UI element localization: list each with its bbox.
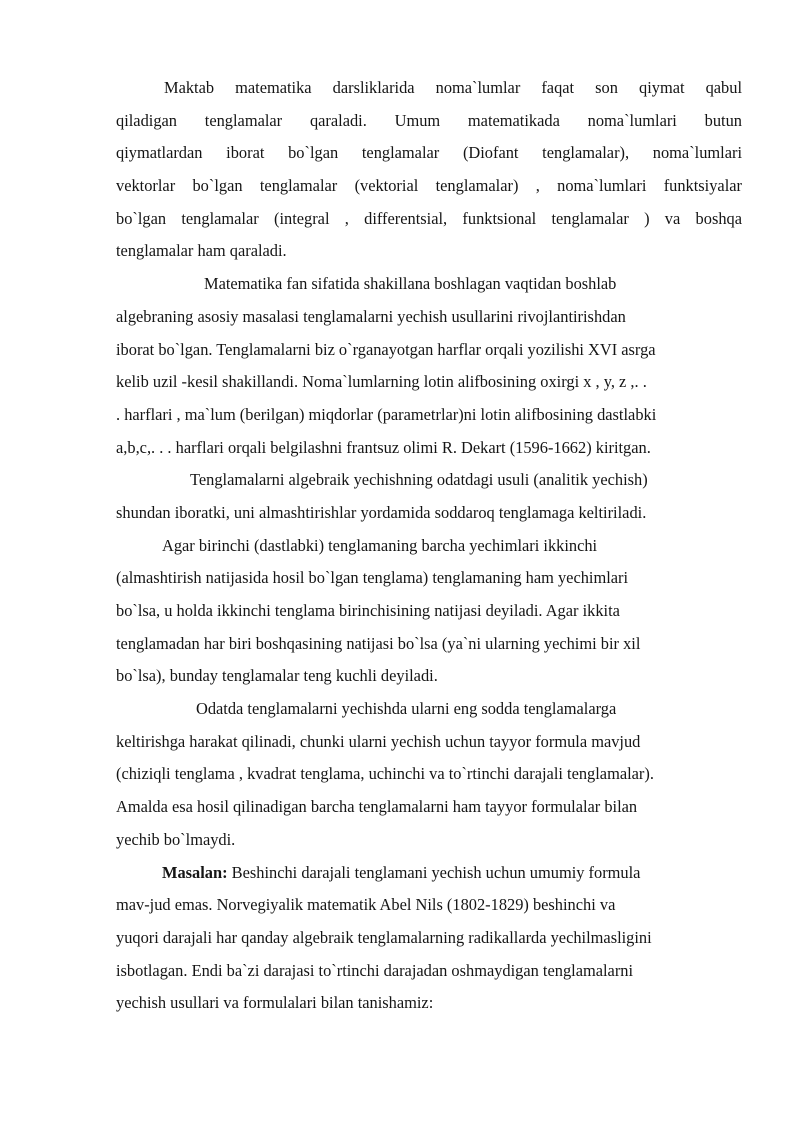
text-line: shundan iboratki, uni almashtirishlar yordamida soddaroq tenglamaga keltiriladi. — [116, 502, 647, 522]
bold-lead: Masalan: — [162, 862, 228, 882]
paragraph-1 — [116, 72, 742, 268]
text-line: qiymatlardan iborat bo`lgan tenglamalar (Diofant tenglamalar), noma`lumlari — [116, 143, 742, 163]
text-line: bo`lsa), bunday tenglamalar teng kuchli deyiladi. — [116, 666, 438, 686]
paragraph-4 — [116, 530, 742, 693]
text-run: Beshinchi darajali tenglamani yechish uchun umumiy formula — [227, 862, 641, 882]
document-page — [116, 72, 742, 1020]
text-line: (almashtirish natijasida hosil bo`lgan tenglama) tenglamaning ham yechimlari — [116, 568, 629, 588]
text-line: keltirishga harakat qilinadi, chunki ularni yechish uchun tayyor formula mavjud — [116, 731, 641, 751]
text-line: Agar birinchi (dastlabki) tenglamaning barcha yechimlari ikkinchi — [162, 535, 598, 555]
text-line: . harflari , ma`lum (berilgan) miqdorlar (parametrlar)ni lotin alifbosining dastlabki — [116, 404, 657, 424]
text-line: Tenglamalarni algebraik yechishning odatdagi usuli (analitik yechish) — [190, 470, 648, 490]
paragraph-2 — [116, 268, 742, 464]
text-line: vektorlar bo`lgan tenglamalar (vektorial tenglamalar) , noma`lumlari funktsiyalar — [116, 176, 742, 196]
paragraph-6 — [116, 857, 742, 1020]
text-line: Amalda esa hosil qilinadigan barcha tenglamalarni ham tayyor formulalar bilan — [116, 797, 638, 817]
text-line: tenglamadan har biri boshqasining natijasi bo`lsa (ya`ni ularning yechimi bir xil — [116, 633, 641, 653]
text-line: tenglamalar ham qaraladi. — [116, 241, 287, 261]
paragraph-5 — [116, 693, 742, 856]
text-line: algebraning asosiy masalasi tenglamalarni yechish usullarini rivojlantirishdan — [116, 306, 626, 326]
text-line: yechish usullari va formulalari bilan tanishamiz: — [116, 993, 434, 1013]
text-line: isbotlagan. Endi ba`zi darajasi to`rtinchi darajadan oshmaydigan tenglamalarni — [116, 960, 634, 980]
text-line: iborat bo`lgan. Tenglamalarni biz o`rganayotgan harflar orqali yozilishi XVI asrga — [116, 339, 656, 359]
text-line: yechib bo`lmaydi. — [116, 829, 236, 849]
text-line: bo`lsa, u holda ikkinchi tenglama birinchisining natijasi deyiladi. Agar ikkita — [116, 601, 620, 620]
text-line — [116, 857, 742, 890]
text-line: Matematika fan sifatida shakillana boshlagan vaqtidan boshlab — [204, 274, 617, 294]
text-line: kelib uzil -kesil shakillandi. Noma`lumlarning lotin alifbosining oxirgi x , y, z ,. . — [116, 372, 647, 392]
text-line: yuqori darajali har qanday algebraik tenglamalarning radikallarda yechilmasligini — [116, 927, 652, 947]
text-line: bo`lgan tenglamalar (integral , differentsial, funktsional tenglamalar ) va boshqa — [116, 208, 742, 228]
text-line: Odatda tenglamalarni yechishda ularni eng sodda tenglamalarga — [196, 699, 617, 719]
paragraph-3 — [116, 464, 742, 529]
text-line: qiladigan tenglamalar qaraladi. Umum matematikada noma`lumlari butun — [116, 110, 742, 130]
text-line: mav-jud emas. Norvegiyalik matematik Abel Nils (1802-1829) beshinchi va — [116, 895, 616, 915]
text-line: a,b,c,. . . harflari orqali belgilashni frantsuz olimi R. Dekart (1596-1662) kiritgan. — [116, 437, 651, 457]
text-line: (chiziqli tenglama , kvadrat tenglama, uchinchi va to`rtinchi darajali tenglamalar). — [116, 764, 654, 784]
text-line: Maktab matematika darsliklarida noma`lumlar faqat son qiymat qabul — [164, 78, 742, 97]
